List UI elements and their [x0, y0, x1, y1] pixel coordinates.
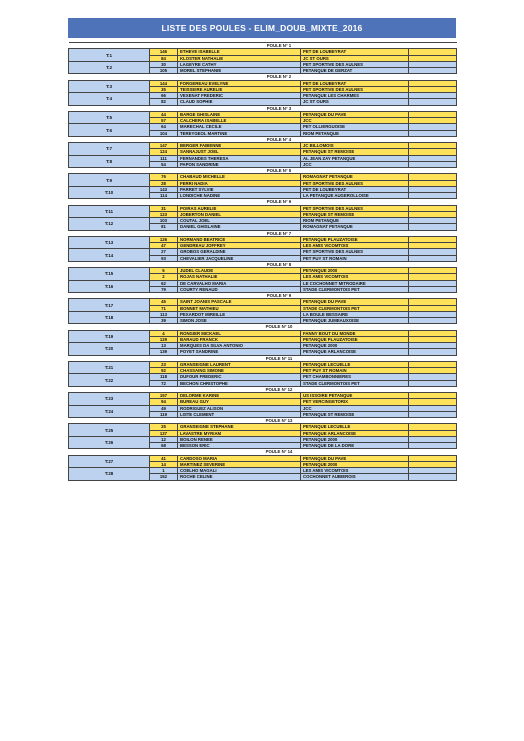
player-number: 54	[150, 161, 178, 167]
player-club: COCHONNET AUBIEROIS	[301, 474, 409, 480]
player-number: 126	[150, 236, 178, 242]
player-club: STADE CLERMONTOIS PET	[301, 305, 409, 311]
terrain-label: T:26	[69, 436, 150, 449]
player-number: 30	[150, 61, 178, 67]
poule-label: POULE N° 2	[150, 74, 409, 80]
player-club: PET SPORTIVE DES AULNES	[301, 249, 409, 255]
poule-label: POULE N° 11	[150, 355, 409, 361]
poules-table	[68, 42, 457, 481]
player-number: 113	[150, 311, 178, 317]
player-name: JUDEL CLAUDE	[178, 268, 301, 274]
player-club: PETANQUE ARLANCOISE	[301, 349, 409, 355]
player-number: 71	[150, 305, 178, 311]
poules-sheet	[68, 18, 456, 481]
player-club: LA PETANQUE AUGEROLLOISE	[301, 193, 409, 199]
terrain-label: T:22	[69, 374, 150, 387]
player-number: 49	[150, 405, 178, 411]
player-club: PETANQUE DU PAVE	[301, 111, 409, 117]
player-club: PETANQUE 2000	[301, 436, 409, 442]
player-number: 1	[150, 468, 178, 474]
terrain-label: T:19	[69, 330, 150, 343]
player-club: LE COCHONNET MITRODAIRE	[301, 280, 409, 286]
poule-label: POULE N° 10	[150, 324, 409, 330]
player-club: LES AMIS VICOMTOIS	[301, 468, 409, 474]
player-club: PETANQUE 2000	[301, 461, 409, 467]
player-club: PET CHAMBONNIERES	[301, 374, 409, 380]
player-club: PETANQUE DE GERZAT	[301, 68, 409, 74]
player-number: 27	[150, 249, 178, 255]
poule-label: POULE N° 8	[150, 261, 409, 267]
terrain-label: T:7	[69, 143, 150, 156]
player-name: DELORME KARINE	[178, 393, 301, 399]
player-name: BONNET MATHIEU	[178, 305, 301, 311]
player-name: CHABAUD MICHELLE	[178, 174, 301, 180]
player-number: 5	[150, 268, 178, 274]
terrain-label: T:25	[69, 424, 150, 437]
player-number: 2	[150, 274, 178, 280]
player-name: BECHON CHRISTOPHE	[178, 380, 301, 386]
poule-label: POULE N° 6	[150, 199, 409, 205]
poule-label: POULE N° 5	[150, 168, 409, 174]
player-club: AL JEAN ZAY PETANQUE	[301, 155, 409, 161]
player-name: TEISSEIRE AURELIE	[178, 86, 301, 92]
player-name: COURTY RENAUD	[178, 286, 301, 292]
sheet-title: LISTE DES POULES - ELIM_DOUB_MIXTE_2016	[68, 18, 456, 38]
player-club: ROMAGNAT PETANQUE	[301, 224, 409, 230]
player-club: FANNY BOUT DU MONDE	[301, 330, 409, 336]
player-name: LAGEYRE CATHY	[178, 61, 301, 67]
poule-label: POULE N° 4	[150, 136, 409, 142]
poule-label: POULE N° 14	[150, 449, 409, 455]
player-name: RODRIGUEZ ALISON	[178, 405, 301, 411]
player-number: 68	[150, 443, 178, 449]
player-name: PARRET SYLVIE	[178, 186, 301, 192]
player-club: PET DE LOUBEYRAT	[301, 49, 409, 55]
player-club: PET DE LOUBEYRAT	[301, 186, 409, 192]
player-name: ETHEVE ISABELLE	[178, 49, 301, 55]
player-number: 31	[150, 205, 178, 211]
terrain-label: T:14	[69, 249, 150, 262]
player-name: GRANSEIGNE STEPHANE	[178, 424, 301, 430]
player-name: CALCHERA ISABELLE	[178, 118, 301, 124]
player-number: 147	[150, 143, 178, 149]
player-number: 44	[150, 111, 178, 117]
player-number: 103	[150, 218, 178, 224]
player-number: 57	[150, 118, 178, 124]
player-number: 118	[150, 374, 178, 380]
player-club: PETANQUE DE LA DORE	[301, 443, 409, 449]
terrain-label: T:18	[69, 311, 150, 324]
player-club: LES AMIS VICOMTOIS	[301, 243, 409, 249]
player-number: 82	[150, 99, 178, 105]
player-name: PAPON SANDRINE	[178, 161, 301, 167]
player-club: ROMAGNAT PETANQUE	[301, 174, 409, 180]
terrain-label: T:21	[69, 361, 150, 374]
player-club: JC ST OURS	[301, 55, 409, 61]
player-club: PETANQUE 2000	[301, 268, 409, 274]
player-number: 144	[150, 80, 178, 86]
player-club: JCC	[301, 161, 409, 167]
poule-label: POULE N° 13	[150, 418, 409, 424]
player-number: 79	[150, 286, 178, 292]
player-club: PETANQUE ST REMOISE	[301, 411, 409, 417]
player-name: CHASSAING SIMONE	[178, 368, 301, 374]
terrain-label: T:3	[69, 80, 150, 93]
player-club: PETANQUE PLAUZATOISE	[301, 236, 409, 242]
result-cell	[409, 474, 457, 480]
player-number: 23	[150, 361, 178, 367]
player-name: MARECHAL CECILE	[178, 124, 301, 130]
player-name: GRANSEIGNE LAURENT	[178, 361, 301, 367]
player-number: 146	[150, 49, 178, 55]
player-name: LISTE CLEMENT	[178, 411, 301, 417]
player-club: PET SPORTIVE DES AULNES	[301, 61, 409, 67]
player-name: FERNANDES THERESA	[178, 155, 301, 161]
terrain-label: T:23	[69, 393, 150, 406]
player-number: 35	[150, 86, 178, 92]
terrain-label: T:10	[69, 186, 150, 199]
player-name: GENDREAU JOFFREY	[178, 243, 301, 249]
poule-label: POULE N° 7	[150, 230, 409, 236]
terrain-label: T:2	[69, 61, 150, 74]
player-club: PET SPORTIVE DES AULNES	[301, 86, 409, 92]
player-number: 143	[150, 186, 178, 192]
player-club: LES AMIS VICOMTOIS	[301, 274, 409, 280]
player-number: 45	[150, 299, 178, 305]
terrain-label: T:24	[69, 405, 150, 418]
player-name: SIMON JOSE	[178, 318, 301, 324]
terrain-label: T:17	[69, 299, 150, 312]
player-number: 41	[150, 455, 178, 461]
player-club: STADE CLERMONTOIS PET	[301, 380, 409, 386]
player-number: 139	[150, 349, 178, 355]
player-name: MOREL STEPHANIE	[178, 68, 301, 74]
player-club: RIOM PETANQUE	[301, 218, 409, 224]
terrain-label: T:1	[69, 49, 150, 62]
player-number: 62	[150, 280, 178, 286]
player-name: LONDICHE NADINE	[178, 193, 301, 199]
terrain-label: T:15	[69, 268, 150, 281]
player-club: JC BILLOMOIS	[301, 143, 409, 149]
player-number: 157	[150, 393, 178, 399]
player-number: 13	[150, 343, 178, 349]
player-name: BARGE GHISLAINE	[178, 111, 301, 117]
player-name: CARDOSO MARIA	[178, 455, 301, 461]
player-number: 105	[150, 68, 178, 74]
player-club: PETANQUE LES CHARMES	[301, 93, 409, 99]
player-number: 94	[150, 399, 178, 405]
player-name: KLOSTER NATHALIE	[178, 55, 301, 61]
player-name: TEREYGEOL MARTINE	[178, 130, 301, 136]
poule-label: POULE N° 1	[150, 43, 409, 49]
player-number: 14	[150, 461, 178, 467]
player-club: JCC	[301, 118, 409, 124]
player-club: PETANQUE DU PAVE	[301, 299, 409, 305]
player-name: BARAUD FRANCK	[178, 336, 301, 342]
player-number: 76	[150, 174, 178, 180]
player-name: COELHO MAGALI	[178, 468, 301, 474]
player-club: PETANQUE ARLANCOISE	[301, 430, 409, 436]
player-name: BOILON RENEE	[178, 436, 301, 442]
player-club: JC ST OURS	[301, 99, 409, 105]
player-number: 84	[150, 55, 178, 61]
player-number: 92	[150, 368, 178, 374]
player-name: ROCHE CELINE	[178, 474, 301, 480]
player-number: 64	[150, 124, 178, 130]
player-name: DUFOUR FREDERIC	[178, 374, 301, 380]
poule-label: POULE N° 12	[150, 386, 409, 392]
player-club: PETANQUE LECUELLE	[301, 361, 409, 367]
terrain-label: T:4	[69, 93, 150, 106]
poules-table-body	[69, 43, 457, 481]
player-club: PET VERCINGETORIX	[301, 399, 409, 405]
terrain-label: T:20	[69, 343, 150, 356]
player-club: PET OLLIERGUOISE	[301, 124, 409, 130]
player-club: US ISSOIRE PETANQUE	[301, 393, 409, 399]
player-name: POIRAS AURELIE	[178, 205, 301, 211]
player-number: 152	[150, 474, 178, 480]
player-name: VEXENAT FREDERIC	[178, 93, 301, 99]
player-name: BESSON ERIC	[178, 443, 301, 449]
player-name: BERGER FABIENNE	[178, 143, 301, 149]
poule-label: POULE N° 9	[150, 293, 409, 299]
player-number: 123	[150, 211, 178, 217]
player-number: 129	[150, 336, 178, 342]
player-club: PETANQUE ST REMOISE	[301, 149, 409, 155]
player-club: PET PUY ST ROMAIN	[301, 255, 409, 261]
player-number: 124	[150, 149, 178, 155]
player-number: 28	[150, 180, 178, 186]
terrain-label: T:28	[69, 468, 150, 481]
player-club: PET SPORTIVE DES AULNES	[301, 180, 409, 186]
player-club: JCC	[301, 405, 409, 411]
player-club: PETANQUE JUMEAUXOISE	[301, 318, 409, 324]
player-number: 72	[150, 380, 178, 386]
player-club: PETANQUE PLAUZATOISE	[301, 336, 409, 342]
player-name: SANNAJUST JOEL	[178, 149, 301, 155]
player-name: NORMAND BEATRICE	[178, 236, 301, 242]
player-name: ROJAS NATHALIE	[178, 274, 301, 280]
player-name: MARQUES DA SILVA ANTONIO	[178, 343, 301, 349]
player-name: DE CARVALHO MARIA	[178, 280, 301, 286]
player-name: CLAUD SOPHIE	[178, 99, 301, 105]
player-club: PETANQUE 2000	[301, 343, 409, 349]
player-name: GROBOS GERALDINE	[178, 249, 301, 255]
player-name: BUREAU GUY	[178, 399, 301, 405]
player-name: COUTAL JOEL	[178, 218, 301, 224]
player-name: CHEVALIER JACQUELINE	[178, 255, 301, 261]
player-name: FERRI NADIA	[178, 180, 301, 186]
player-name: SAINT JOANIS PASCALE	[178, 299, 301, 305]
terrain-label: T:6	[69, 124, 150, 137]
terrain-label: T:9	[69, 174, 150, 187]
player-club: PET SPORTIVE DES AULNES	[301, 205, 409, 211]
terrain-label: T:8	[69, 155, 150, 168]
player-number: 25	[150, 424, 178, 430]
player-name: JOBERTON DANIEL	[178, 211, 301, 217]
player-name: FORGEREAU EVELYNE	[178, 80, 301, 86]
terrain-label: T:5	[69, 111, 150, 124]
player-number: 66	[150, 93, 178, 99]
player-name: PEXARDOT MIREILLE	[178, 311, 301, 317]
player-name: RONGIER MICKAEL	[178, 330, 301, 336]
terrain-label: T:11	[69, 205, 150, 218]
player-number: 93	[150, 255, 178, 261]
player-number: 119	[150, 411, 178, 417]
player-name: DANIEL GHISLAINE	[178, 224, 301, 230]
terrain-label: T:27	[69, 455, 150, 468]
player-number: 39	[150, 318, 178, 324]
player-number: 4	[150, 330, 178, 336]
player-number: 104	[150, 130, 178, 136]
player-number: 47	[150, 243, 178, 249]
terrain-label: T:16	[69, 280, 150, 293]
poule-label: POULE N° 3	[150, 105, 409, 111]
player-club: STADE CLERMONTOIS PET	[301, 286, 409, 292]
player-number: 81	[150, 224, 178, 230]
player-name: LAVASTRE MYRIAM	[178, 430, 301, 436]
player-club: PET DE LOUBEYRAT	[301, 80, 409, 86]
player-club: PETANQUE DU PAVE	[301, 455, 409, 461]
player-club: PETANQUE LECUELLE	[301, 424, 409, 430]
terrain-label: T:13	[69, 236, 150, 249]
player-number: 12	[150, 436, 178, 442]
player-number: 137	[150, 430, 178, 436]
player-club: LA BOULE BESSAIRE	[301, 311, 409, 317]
player-name: MARTINEZ SEVERINE	[178, 461, 301, 467]
terrain-label: T:12	[69, 218, 150, 231]
player-number: 114	[150, 193, 178, 199]
player-number: 111	[150, 155, 178, 161]
player-club: PETANQUE ST REMOISE	[301, 211, 409, 217]
player-club: PET PUY ST ROMAIN	[301, 368, 409, 374]
player-name: POYET SANDRINE	[178, 349, 301, 355]
player-club: RIOM PETANQUE	[301, 130, 409, 136]
